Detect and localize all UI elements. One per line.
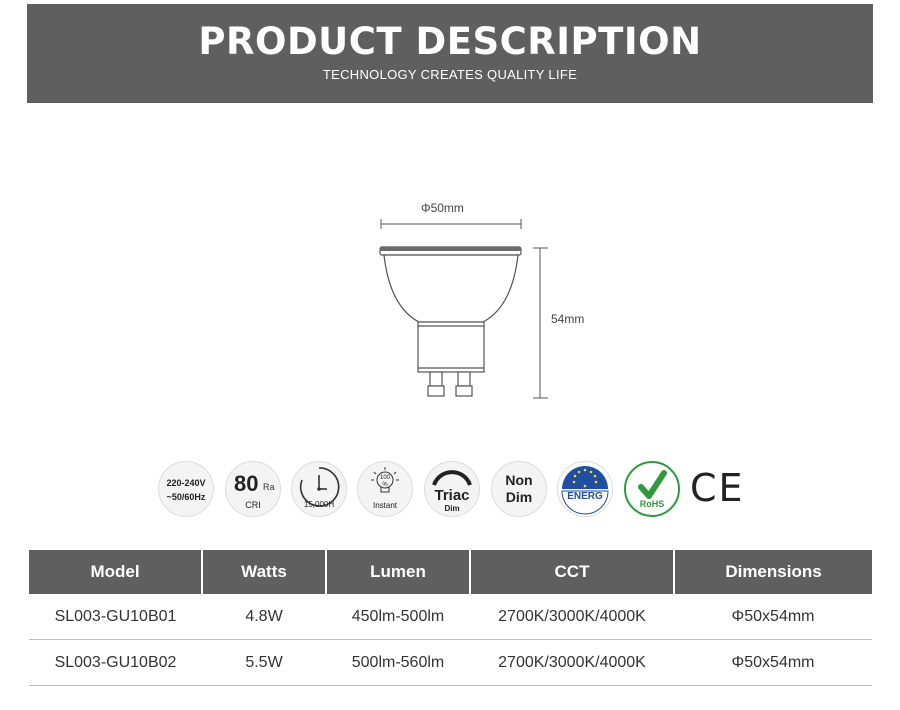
cell-watts: 5.5W: [202, 640, 326, 686]
table-row: [29, 594, 872, 640]
cell-lumen: 450lm-500lm: [326, 594, 470, 640]
instant-label: Instant: [372, 501, 397, 510]
table-header-row: [29, 550, 872, 594]
cell-model: SL003-GU10B02: [29, 640, 202, 686]
column-header-cct: CCT: [470, 550, 674, 594]
cell-dimensions: Φ50x54mm: [674, 594, 872, 640]
height-label: 54mm: [551, 312, 585, 326]
cell-model: SL003-GU10B01: [29, 594, 202, 640]
voltage-range: 220-240V: [166, 478, 206, 488]
rohs-label: RoHS: [639, 499, 665, 509]
rohs-icon: [624, 461, 680, 517]
energy-label: ENERG: [567, 491, 603, 502]
specs-table: [29, 550, 872, 686]
cell-cct: 2700K/3000K/4000K: [470, 640, 674, 686]
cri-value: 80: [234, 471, 259, 496]
column-header-lumen: Lumen: [326, 550, 470, 594]
diameter-label: Φ50mm: [421, 201, 464, 215]
lifetime-label: 15,000H: [303, 500, 335, 509]
column-header-watts: Watts: [202, 550, 326, 594]
column-header-model: Model: [29, 550, 202, 594]
non-dim-line1: Non: [505, 472, 533, 488]
triac-title: Triac: [434, 487, 470, 504]
instant-percent-sign: %: [382, 482, 388, 488]
instant-on-icon: [357, 461, 413, 517]
eu-energy-icon: [557, 461, 613, 517]
lifetime-icon: [291, 461, 347, 517]
cri-label: CRI: [245, 500, 261, 510]
page-title: PRODUCT DESCRIPTION: [198, 20, 702, 63]
column-header-dimensions: Dimensions: [674, 550, 872, 594]
gu10-bulb-outline: [380, 247, 521, 396]
voltage-icon: [158, 461, 214, 517]
feature-icons-row: [0, 461, 900, 521]
triac-sub: Dim: [444, 504, 460, 513]
voltage-frequency: ~50/60Hz: [166, 492, 206, 502]
height-dimension-line: [533, 248, 548, 398]
non-dim-icon: [491, 461, 547, 517]
cri-icon: [225, 461, 281, 517]
cell-lumen: 500lm-560lm: [326, 640, 470, 686]
cell-watts: 4.8W: [202, 594, 326, 640]
diameter-dimension-line: [381, 219, 521, 229]
cell-cct: 2700K/3000K/4000K: [470, 594, 674, 640]
energy-label-icon: [557, 461, 613, 517]
instant-percent: 100: [379, 475, 390, 481]
ce-mark-icon: CE: [690, 466, 745, 510]
cell-dimensions: Φ50x54mm: [674, 640, 872, 686]
table-row: [29, 640, 872, 686]
triac-dim-icon: [424, 461, 480, 517]
non-dim-line2: Dim: [505, 489, 533, 505]
cri-unit: Ra: [263, 482, 275, 492]
page-subtitle: TECHNOLOGY CREATES QUALITY LIFE: [322, 67, 578, 82]
